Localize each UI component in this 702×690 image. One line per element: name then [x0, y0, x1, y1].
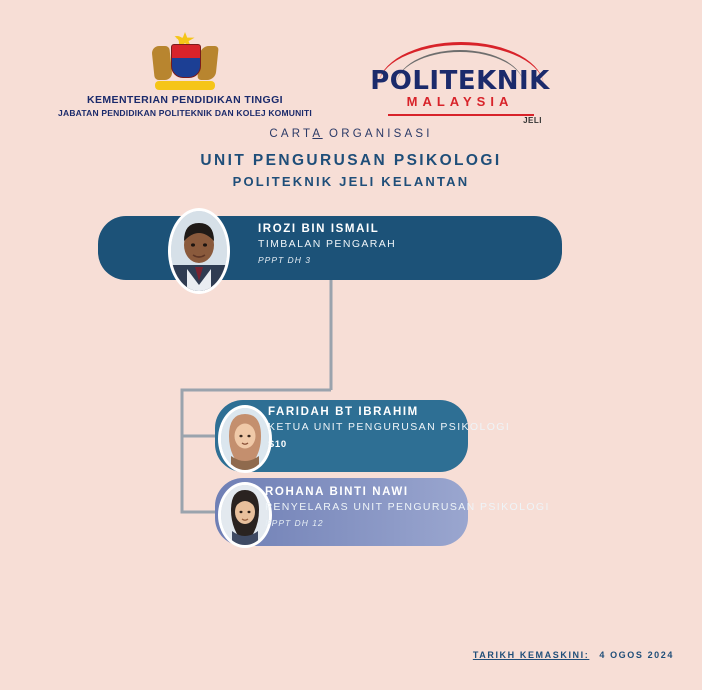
- chart-titles: [0, 128, 702, 189]
- politeknik-wordmark: POLITEKNIK: [370, 66, 550, 96]
- carta-underlined-letter: A: [312, 128, 323, 140]
- ministry-name: KEMENTERIAN PENDIDIKAN TINGGI: [87, 94, 283, 106]
- campus-label: JELI: [523, 116, 542, 125]
- node-position: KETUA UNIT PENGURUSAN PSIKOLOGI: [268, 421, 511, 433]
- ministry-logo-block: [55, 32, 315, 118]
- node-grade: S10: [268, 439, 287, 450]
- node-name: ROHANA BINTI NAWI: [265, 486, 409, 498]
- portrait-female-photo: [218, 482, 272, 548]
- institution-title: POLITEKNIK JELI KELANTAN: [232, 174, 470, 189]
- avatar-illustration: [221, 408, 269, 470]
- politeknik-logo-block: [370, 40, 550, 125]
- node-grade: PPPT DH 3: [258, 255, 311, 265]
- org-node-mid-text: [268, 405, 510, 450]
- node-name: IROZI BIN ISMAIL: [258, 223, 380, 235]
- unit-title: UNIT PENGURUSAN PSIKOLOGI: [200, 152, 502, 169]
- ministry-department: JABATAN PENDIDIKAN POLITEKNIK DAN KOLEJ KOMUNITI: [58, 108, 312, 118]
- last-updated: [473, 650, 674, 660]
- node-position: PENYELARAS UNIT PENGURUSAN PSIKOLOGI: [265, 501, 550, 513]
- last-updated-label: TARIKH KEMASKINI:: [472, 650, 590, 660]
- carta-prefix: CART: [269, 128, 313, 140]
- org-node-low-text: [265, 485, 550, 528]
- node-grade: PPPT DH 12: [265, 518, 324, 528]
- last-updated-value: 4 OGOS 2024: [599, 650, 674, 660]
- avatar-illustration: [221, 485, 269, 545]
- header-logos: [0, 22, 702, 125]
- carta-suffix: ORGANISASI: [322, 128, 433, 140]
- malaysia-wordmark: MALAYSIA: [406, 94, 514, 109]
- avatar-illustration: [171, 211, 227, 291]
- portrait-female-hijab-photo: [218, 405, 272, 473]
- malaysia-coat-of-arms-icon: [149, 32, 221, 90]
- portrait-male-photo: [168, 208, 230, 294]
- org-node-top-text: [258, 222, 396, 265]
- node-position: TIMBALAN PENGARAH: [258, 238, 397, 250]
- divider-rule: [388, 114, 534, 116]
- node-name: FARIDAH BT IBRAHIM: [268, 406, 419, 418]
- page-title: [0, 128, 702, 140]
